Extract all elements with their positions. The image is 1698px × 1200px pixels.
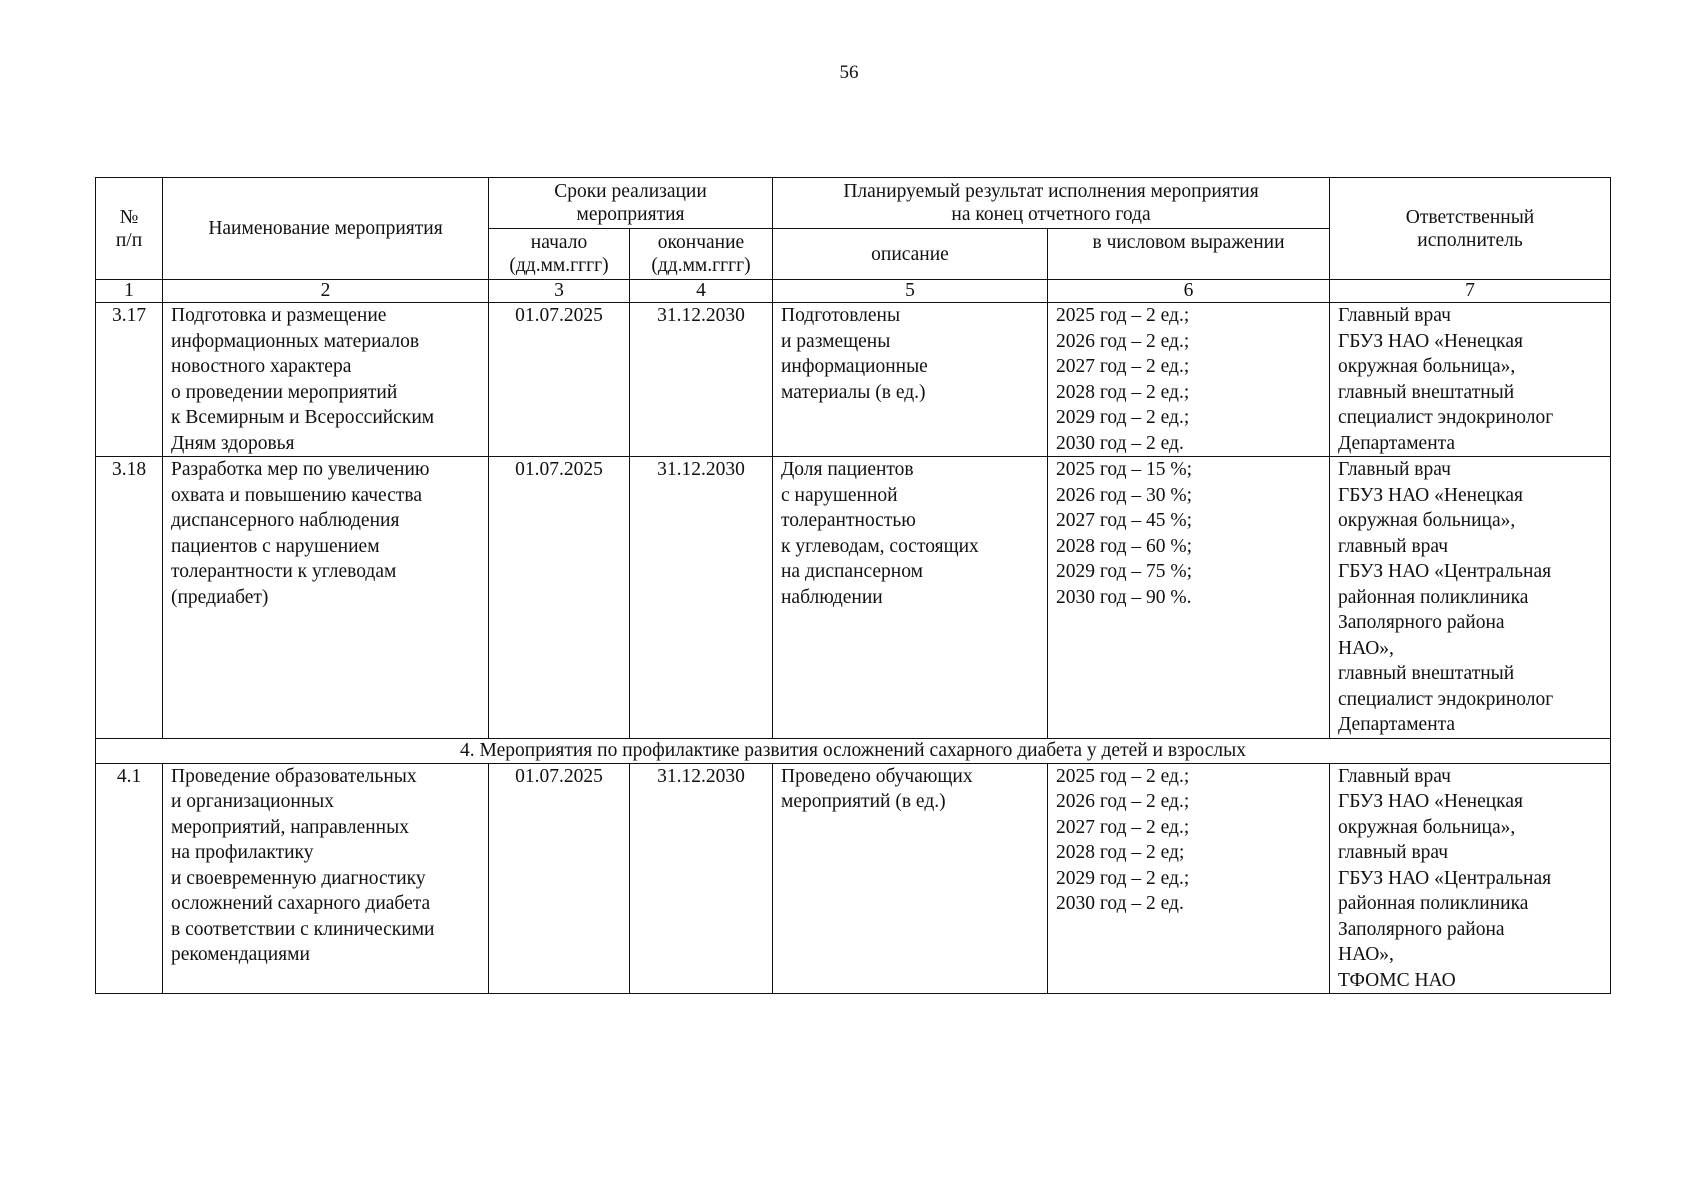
text-line: главный внештатный: [1338, 381, 1515, 403]
text-line: ГБУЗ НАО «Ненецкая: [1338, 484, 1523, 506]
cell-end-date: 31.12.2030: [630, 303, 773, 457]
section-title: 4. Мероприятия по профилактике развития осложнений сахарного диабета у детей и взрослых: [96, 738, 1611, 763]
header-terms: Сроки реализации мероприятия: [489, 178, 773, 229]
text-line: Дням здоровья: [171, 432, 295, 454]
text-line: (предиабет): [171, 586, 269, 608]
cell-name: [163, 457, 489, 739]
text-line: материалы (в ед.): [781, 381, 926, 403]
text-line: Главный врач: [1338, 765, 1451, 787]
text-line: Заполярного района: [1338, 918, 1505, 940]
text-line: осложнений сахарного диабета: [171, 893, 431, 914]
text-line: ГБУЗ НАО «Центральная: [1338, 867, 1552, 889]
text-line: новостного характера: [171, 356, 352, 377]
text-line: о проведении мероприятий: [171, 381, 398, 403]
text-line: 2030 год – 90 %.: [1056, 586, 1192, 608]
text-line: 2026 год – 30 %;: [1056, 484, 1193, 506]
cell-end-date: 31.12.2030: [630, 763, 773, 994]
text-line: НАО»,: [1338, 637, 1394, 659]
text-line: 2027 год – 45 %;: [1056, 510, 1193, 531]
header-responsible: Ответственный исполнитель: [1330, 178, 1611, 280]
header-num: № п/п: [96, 178, 163, 280]
header-numeric: в числовом выражении: [1048, 229, 1330, 280]
text-line: толерантностью: [781, 510, 916, 531]
column-number: 5: [773, 280, 1048, 303]
text-line: Проведение образовательных: [171, 765, 417, 787]
text-line: в соответствии с клиническими: [171, 918, 435, 940]
text-line: информационные: [781, 356, 928, 377]
page-number: 56: [839, 62, 859, 83]
column-numbers-row: [96, 280, 1611, 303]
text-line: толерантности к углеводам: [171, 561, 397, 582]
text-line: рекомендациями: [171, 944, 310, 965]
text-line: ГБУЗ НАО «Ненецкая: [1338, 330, 1523, 352]
cell-responsible: [1330, 763, 1611, 994]
cell-numeric-result: [1048, 457, 1330, 739]
text-line: и своевременную диагностику: [171, 867, 426, 889]
text-line: Заполярного района: [1338, 612, 1505, 633]
text-line: окружная больница»,: [1338, 510, 1516, 531]
text-line: 2026 год – 2 ед.;: [1056, 330, 1190, 352]
cell-name: [163, 763, 489, 994]
text-line: 2030 год – 2 ед.: [1056, 893, 1184, 914]
text-line: Подготовка и размещение: [171, 305, 387, 326]
header-name: Наименование мероприятия: [163, 178, 489, 280]
text-line: Доля пациентов: [781, 459, 914, 480]
table-row: [96, 457, 1611, 739]
cell-num: 3.17: [96, 303, 163, 457]
text-line: Проведено обучающих: [781, 765, 973, 787]
cell-description: [773, 763, 1048, 994]
text-line: 2029 год – 75 %;: [1056, 561, 1193, 582]
text-line: пациентов с нарушением: [171, 535, 380, 557]
text-line: к углеводам, состоящих: [781, 535, 979, 557]
header-row-1: [96, 178, 1611, 229]
text-line: 2029 год – 2 ед.;: [1056, 407, 1190, 428]
text-line: 2027 год – 2 ед.;: [1056, 356, 1190, 377]
text-line: 2028 год – 60 %;: [1056, 535, 1193, 557]
cell-start-date: 01.07.2025: [489, 457, 630, 739]
cell-responsible: [1330, 303, 1611, 457]
cell-num: 3.18: [96, 457, 163, 739]
text-line: специалист эндокринолог: [1338, 407, 1554, 428]
text-line: 2028 год – 2 ед;: [1056, 842, 1185, 863]
text-line: с нарушенной: [781, 484, 898, 506]
cell-responsible: [1330, 457, 1611, 739]
text-line: Подготовлены: [781, 305, 901, 326]
text-line: 2028 год – 2 ед.;: [1056, 381, 1190, 403]
text-line: и размещены: [781, 330, 891, 352]
header-end: окончание (дд.мм.гггг): [630, 229, 773, 280]
column-number: 2: [163, 280, 489, 303]
text-line: 2026 год – 2 ед.;: [1056, 791, 1190, 812]
text-line: информационных материалов: [171, 330, 420, 352]
cell-start-date: 01.07.2025: [489, 303, 630, 457]
text-line: на диспансерном: [781, 561, 923, 582]
text-line: на профилактику: [171, 842, 314, 863]
text-line: мероприятий (в ед.): [781, 791, 946, 812]
text-line: наблюдении: [781, 586, 883, 608]
table-row: [96, 303, 1611, 457]
header-desc: описание: [773, 229, 1048, 280]
text-line: Разработка мер по увеличению: [171, 459, 430, 480]
text-line: 2029 год – 2 ед.;: [1056, 867, 1190, 889]
text-line: окружная больница»,: [1338, 816, 1516, 838]
activities-table: [95, 177, 1611, 994]
text-line: 2025 год – 15 %;: [1056, 459, 1193, 480]
header-start: начало (дд.мм.гггг): [489, 229, 630, 280]
cell-numeric-result: [1048, 763, 1330, 994]
text-line: диспансерного наблюдения: [171, 510, 400, 531]
text-line: ГБУЗ НАО «Ненецкая: [1338, 791, 1523, 812]
header-result: Планируемый результат исполнения мероприятия на конец отчетного года: [773, 178, 1330, 229]
text-line: ТФОМС НАО: [1338, 969, 1456, 991]
cell-description: [773, 303, 1048, 457]
column-number: 1: [96, 280, 163, 303]
column-number: 4: [630, 280, 773, 303]
text-line: Департамента: [1338, 714, 1456, 735]
text-line: и организационных: [171, 791, 335, 812]
column-number: 6: [1048, 280, 1330, 303]
text-line: 2030 год – 2 ед.: [1056, 432, 1184, 454]
column-number: 3: [489, 280, 630, 303]
cell-end-date: 31.12.2030: [630, 457, 773, 739]
text-line: главный врач: [1338, 842, 1449, 863]
cell-numeric-result: [1048, 303, 1330, 457]
text-line: мероприятий, направленных: [171, 816, 409, 838]
table-row: [96, 763, 1611, 994]
text-line: к Всемирным и Всероссийским: [171, 407, 435, 428]
cell-name: [163, 303, 489, 457]
text-line: районная поликлиника: [1338, 586, 1529, 608]
section-row: [96, 738, 1611, 763]
text-line: главный внештатный: [1338, 663, 1515, 684]
text-line: районная поликлиника: [1338, 893, 1529, 914]
text-line: 2025 год – 2 ед.;: [1056, 305, 1190, 326]
text-line: 2027 год – 2 ед.;: [1056, 816, 1190, 838]
text-line: специалист эндокринолог: [1338, 688, 1554, 710]
text-line: 2025 год – 2 ед.;: [1056, 765, 1190, 787]
cell-start-date: 01.07.2025: [489, 763, 630, 994]
text-line: Главный врач: [1338, 305, 1451, 326]
column-number: 7: [1330, 280, 1611, 303]
cell-num: 4.1: [96, 763, 163, 994]
text-line: главный врач: [1338, 535, 1449, 557]
text-line: окружная больница»,: [1338, 356, 1516, 377]
text-line: Департамента: [1338, 432, 1456, 454]
cell-description: [773, 457, 1048, 739]
text-line: охвата и повышению качества: [171, 484, 422, 506]
text-line: ГБУЗ НАО «Центральная: [1338, 561, 1552, 582]
text-line: Главный врач: [1338, 459, 1451, 480]
text-line: НАО»,: [1338, 944, 1394, 965]
